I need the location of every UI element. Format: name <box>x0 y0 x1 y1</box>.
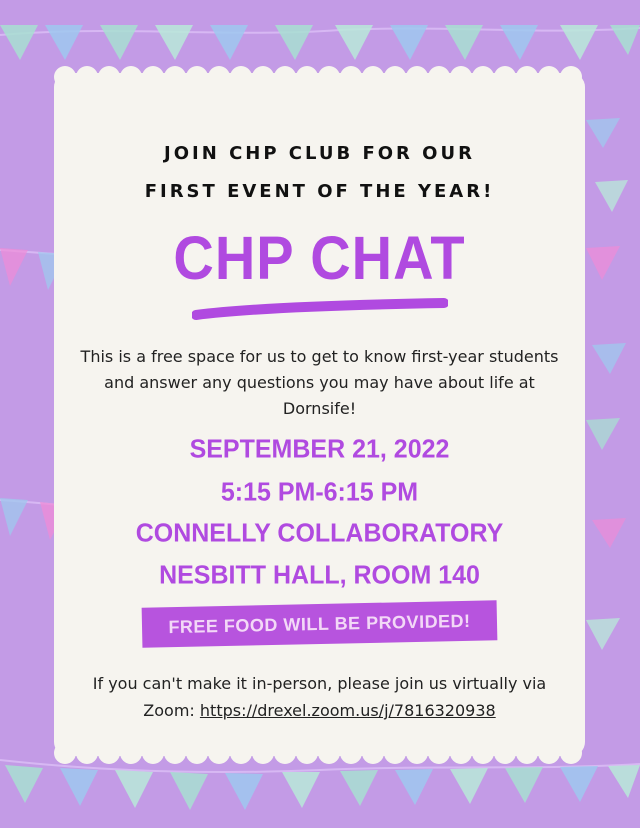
event-room: NESBITT HALL, ROOM 140 <box>159 560 480 590</box>
event-header <box>54 135 585 211</box>
event-venue: CONNELLY COLLABORATORY <box>135 518 504 548</box>
event-header-line-2: FIRST EVENT OF THE YEAR! <box>144 181 495 202</box>
virtual-attendance-note <box>62 670 577 724</box>
free-food-banner-text: FREE FOOD WILL BE PROVIDED! <box>168 610 471 638</box>
event-header-line-1: JOIN CHP CLUB FOR OUR <box>164 143 475 164</box>
zoom-line <box>62 697 577 724</box>
virtual-attendance-text: If you can't make it in-person, please join us virtually via <box>92 674 547 693</box>
zoom-label: Zoom: <box>143 701 195 720</box>
event-title: CHP CHAT <box>173 222 466 293</box>
zoom-link[interactable]: https://drexel.zoom.us/j/7816320938 <box>199 701 496 720</box>
flyer-card <box>54 73 585 756</box>
title-underline-stroke <box>192 295 448 325</box>
event-time: 5:15 PM-6:15 PM <box>220 477 419 507</box>
event-description: This is a free space for us to get to know first-year students and answer any questions you may have about life at Dornsife! <box>80 347 559 418</box>
free-food-banner <box>142 600 498 647</box>
event-date: SEPTEMBER 21, 2022 <box>189 434 450 464</box>
